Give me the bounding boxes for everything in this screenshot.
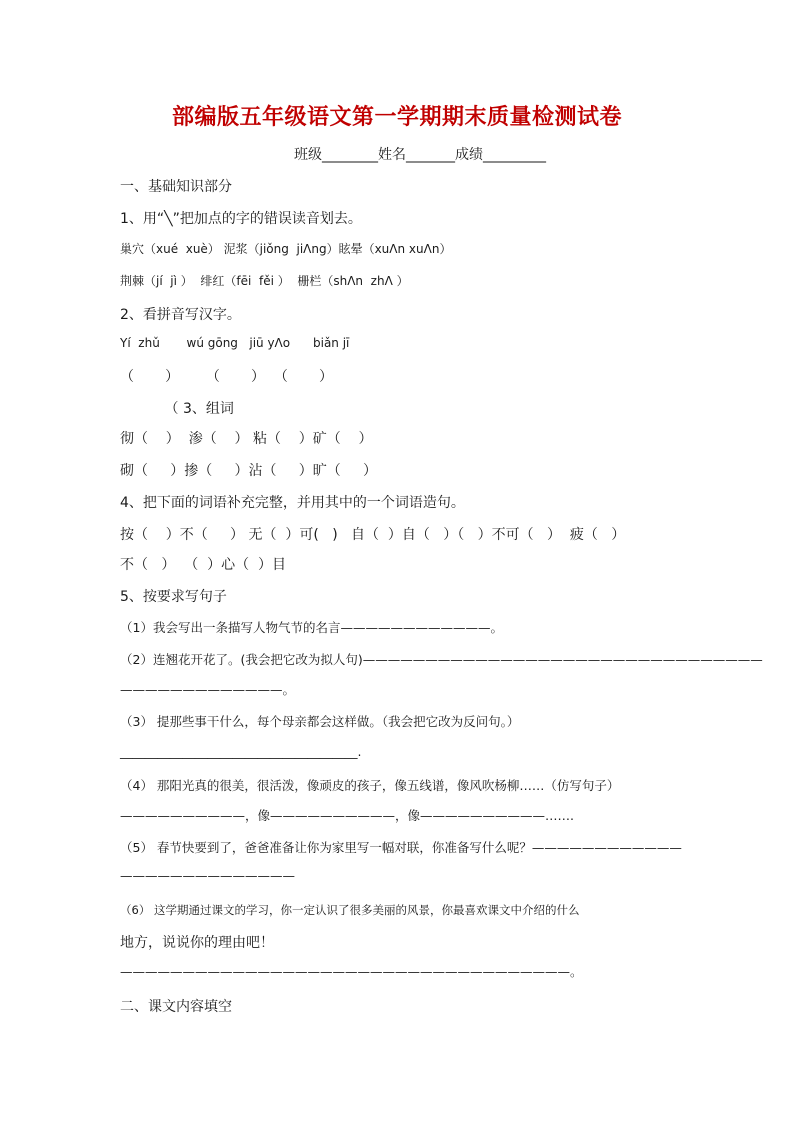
section-heading-basic: 一、基础知识部分	[120, 179, 232, 195]
question-5-item-4: （4） 那阳光真的很美，很活泼，像顽皮的孩子，像五线谱，像风吹杨柳……（仿写句子）	[120, 778, 620, 793]
student-info-line: 班级________姓名_______成绩_________	[294, 147, 546, 163]
question-5-item-2-cont: —————————————。	[120, 682, 296, 697]
question-1-prompt: 1、用“╲”把加点的字的错误读音划去。	[120, 211, 362, 227]
question-5-item-5: （5） 春节快要到了，爸爸准备让你为家里写一幅对联，你准备写什么呢？————————————	[120, 840, 682, 855]
question-2-prompt: 2、看拼音写汉字。	[120, 307, 241, 323]
question-3-prompt: （ 3、组词	[120, 401, 234, 417]
question-3-row-1: 彻（ ） 渗（ ） 粘（ ）矿（ ）	[120, 431, 373, 447]
question-2-pinyin: Yí zhǔ wú gōng jiū yΛo biǎn jī	[120, 336, 350, 350]
question-5-item-3-answer: ______________________________________.	[120, 744, 362, 759]
question-5-item-1: （1）我会写出一条描写人物气节的名言————————————。	[120, 620, 503, 635]
question-5-item-6: （6） 这学期通过课文的学习，你一定认识了很多美丽的风景，你最喜欢课文中介绍的什么	[120, 903, 580, 917]
question-1-row-2: 荆棘（jí jì ） 绯红（fēi fěi ） 栅栏（shΛn zhΛ ）	[120, 274, 409, 288]
question-1-row-1: 巢穴（xué xuè） 泥浆（jiǒng jiΛng）眩晕（xuΛn xuΛn）	[120, 242, 452, 256]
question-5-item-6-cont: 地方，说说你的理由吧！	[120, 935, 274, 951]
question-5-item-4-answer: ——————————，像——————————，像——————————…….	[120, 808, 574, 823]
question-5-item-2: （2）连翘花开花了。(我会把它改为拟人句)————————————————————————————————	[120, 652, 763, 667]
question-5-item-6-answer: ————————————————————————————————————。	[120, 964, 583, 979]
page-title: 部编版五年级语文第一学期期末质量检测试卷	[171, 105, 622, 130]
question-5-item-5-cont: ——————————————	[120, 868, 295, 883]
question-4-prompt: 4、把下面的词语补充完整，并用其中的一个词语造句。	[120, 495, 465, 511]
question-5-item-3: （3） 提那些事干什么，每个母亲都会这样做。（我会把它改为反问句。）	[120, 714, 520, 729]
question-5-prompt: 5、按要求写句子	[120, 589, 227, 605]
question-2-answer-boxes: （ ） （ ） （ ）	[120, 369, 334, 385]
section-heading-text-fill: 二、课文内容填空	[120, 999, 232, 1015]
question-4-row-1: 按（ ）不（ ） 无（ ）可( ) 自（ ）自（ ）（ ）不可（ ） 疲（ ）	[120, 527, 626, 543]
question-4-row-2: 不（ ） （ ）心（ ）目	[120, 557, 287, 573]
question-3-row-2: 砌（ ）掺（ ）沾（ ）旷（ ）	[120, 463, 378, 479]
